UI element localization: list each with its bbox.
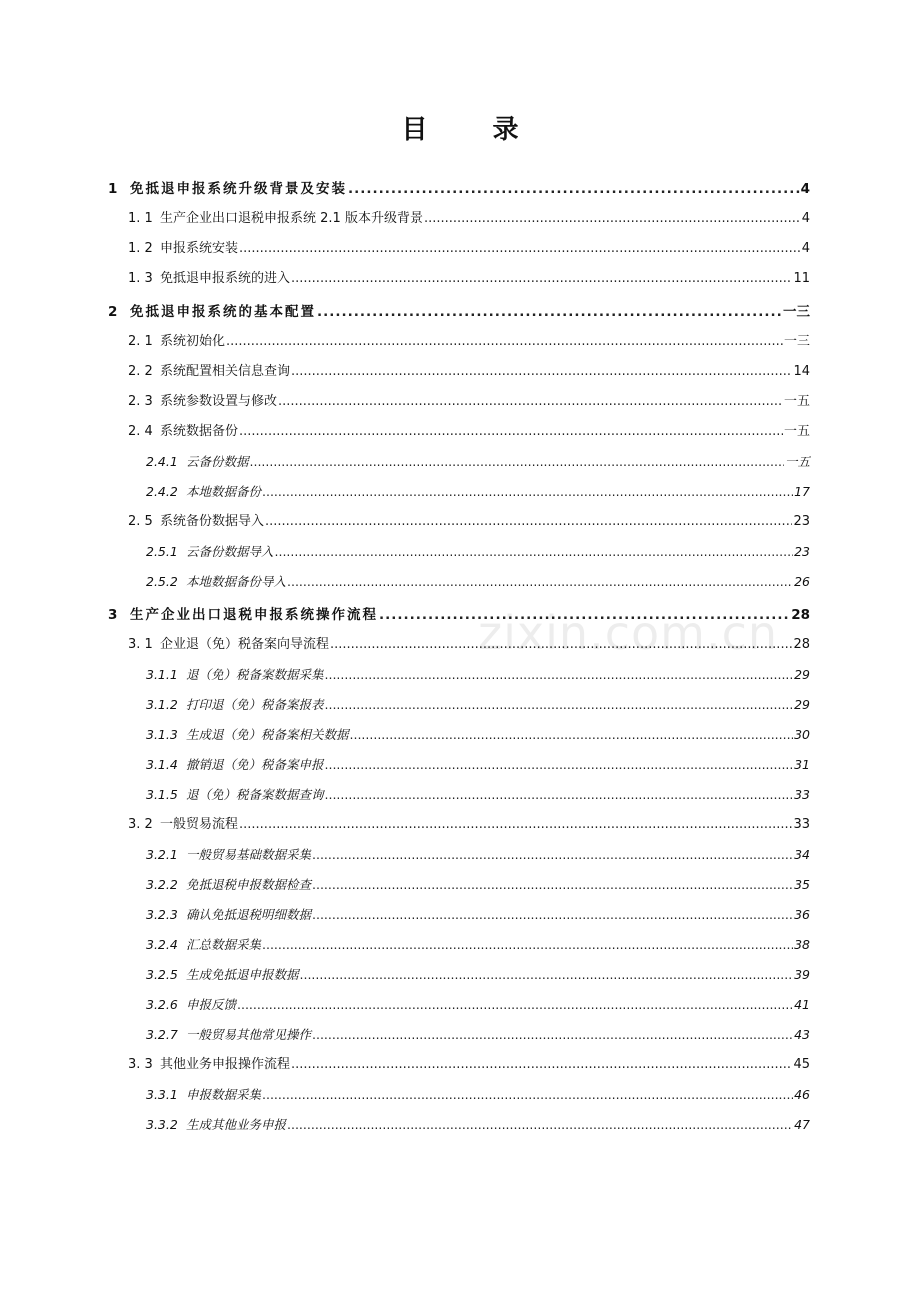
toc-entry-number: 2.4.2: [146, 484, 178, 499]
toc-entry-page-number: 29: [794, 667, 810, 682]
toc-entry-page-number: 35: [794, 877, 810, 892]
toc-entry-page-number: 39: [794, 967, 810, 982]
toc-dot-leader: [300, 965, 794, 985]
toc-entry-title: 生产企业出口退税申报系统操作流程: [130, 607, 378, 623]
toc-dot-leader: [239, 815, 792, 835]
toc-dot-leader: [325, 755, 794, 775]
toc-entry-number: 2. 4: [128, 424, 153, 439]
toc-entry-title: 生成免抵退申报数据: [186, 967, 299, 982]
toc-entry-title: 系统备份数据导入: [160, 514, 265, 529]
toc-entry-number: 3: [108, 607, 118, 623]
toc-dot-leader: [350, 725, 794, 745]
toc-entry-number: 3.1.5: [146, 787, 178, 802]
toc-entry-number: 1. 1: [128, 211, 153, 226]
toc-dot-leader: [278, 392, 783, 412]
toc-dot-leader: [265, 512, 792, 532]
toc-entry-title: 本地数据备份: [186, 484, 262, 499]
toc-dot-leader: [325, 695, 794, 715]
toc-entry-level-2[interactable]: [108, 229, 810, 259]
toc-entry-page-number: 47: [794, 1117, 810, 1132]
toc-entry-title: 退（免）税备案数据采集: [186, 667, 324, 682]
toc-entry-number: 3.2.2: [146, 877, 178, 892]
toc-dot-leader: [291, 269, 792, 289]
toc-entry-page-number: 33: [794, 787, 810, 802]
toc-entry-page-number: 41: [794, 997, 810, 1012]
toc-entry-title: 撤销退（免）税备案申报: [186, 757, 324, 772]
toc-entry-level-3[interactable]: [108, 985, 810, 1015]
toc-entry-number: 3.2.6: [146, 997, 178, 1012]
toc-dot-leader: [275, 542, 794, 562]
toc-entry-level-3[interactable]: [108, 655, 810, 685]
toc-dot-leader: [287, 572, 793, 592]
toc-entry-level-3[interactable]: [108, 1075, 810, 1105]
toc-dot-leader: [291, 362, 792, 382]
toc-dot-leader: [239, 239, 801, 259]
toc-title: 目 录: [401, 115, 547, 145]
toc-entry-number: 1: [108, 181, 118, 197]
toc-entry-number: 3.1.3: [146, 727, 178, 742]
toc-entry-title: 其他业务申报操作流程: [160, 1057, 291, 1072]
toc-entry-page-number: 4: [801, 241, 810, 256]
toc-dot-leader: [312, 875, 793, 895]
toc-entry-page-number: 34: [794, 847, 810, 862]
toc-dot-leader: [312, 845, 793, 865]
toc-dot-leader: [325, 665, 794, 685]
toc-entry-number: 2.5.1: [146, 544, 178, 559]
toc-entry-title: 生产企业出口退税申报系统 2.1 版本升级背景: [160, 211, 423, 226]
toc-entry-title: 云备份数据: [186, 454, 249, 469]
toc-dot-leader: [348, 179, 800, 199]
toc-entry-level-2[interactable]: [108, 322, 810, 352]
toc-entry-number: 3.2.5: [146, 967, 178, 982]
toc-entry-title: 申报反馈: [186, 997, 237, 1012]
toc-entry-number: 1. 2: [128, 241, 153, 256]
toc-entry-page-number: 30: [794, 727, 810, 742]
toc-entry-title: 免抵退申报系统的进入: [160, 271, 291, 286]
toc-entry-title: 申报系统安装: [160, 241, 239, 256]
toc-entry-number: 2: [108, 304, 118, 320]
toc-entry-number: 2. 3: [128, 394, 153, 409]
toc-entry-page-number: 一五: [783, 424, 810, 439]
toc-entry-level-3[interactable]: [108, 955, 810, 985]
toc-entry-title: 生成其他业务申报: [186, 1117, 287, 1132]
toc-entry-title: 一般贸易其他常见操作: [186, 1027, 312, 1042]
toc-entry-level-3[interactable]: [108, 775, 810, 805]
toc-entry-level-3[interactable]: [108, 562, 810, 592]
toc-entry-level-2[interactable]: [108, 382, 810, 412]
toc-entry-number: 3.3.2: [146, 1117, 178, 1132]
toc-entry-title: 系统初始化: [160, 334, 226, 349]
toc-entry-page-number: 14: [793, 364, 810, 379]
toc-entry-title: 打印退（免）税备案报表: [186, 697, 324, 712]
toc-dot-leader: [312, 905, 793, 925]
toc-entry-level-1[interactable]: [108, 172, 810, 199]
toc-entry-level-2[interactable]: [108, 1045, 810, 1075]
toc-entry-title: 一般贸易基础数据采集: [186, 847, 312, 862]
toc-entry-title: 系统数据备份: [160, 424, 239, 439]
toc-entry-page-number: 46: [794, 1087, 810, 1102]
toc-entry-number: 1. 3: [128, 271, 153, 286]
toc-entry-page-number: 36: [794, 907, 810, 922]
toc-entry-page-number: 31: [794, 757, 810, 772]
toc-entry-title: 免抵退税申报数据检查: [186, 877, 312, 892]
toc-entry-page-number: 28: [791, 607, 810, 623]
toc-entry-level-3[interactable]: [108, 715, 810, 745]
toc-entry-title: 确认免抵退税明细数据: [186, 907, 312, 922]
toc-entry-number: 2.5.2: [146, 574, 178, 589]
toc-entry-page-number: 一三: [783, 334, 810, 349]
toc-entry-page-number: 4: [800, 181, 810, 197]
toc-dot-leader: [424, 209, 801, 229]
toc-entry-number: 3.1.2: [146, 697, 178, 712]
toc-entry-title: 系统参数设置与修改: [160, 394, 278, 409]
toc-dot-leader: [237, 995, 793, 1015]
toc-entry-level-3[interactable]: [108, 895, 810, 925]
toc-entry-number: 3.2.4: [146, 937, 178, 952]
toc-entry-level-3[interactable]: [108, 685, 810, 715]
toc-entry-page-number: 17: [794, 484, 810, 499]
toc-entry-number: 2.4.1: [146, 454, 178, 469]
toc-entry-title: 系统配置相关信息查询: [160, 364, 291, 379]
toc-entry-level-1[interactable]: [108, 592, 810, 625]
toc-entry-title: 本地数据备份导入: [186, 574, 287, 589]
toc-entry-level-2[interactable]: [108, 625, 810, 655]
toc-entry-title: 汇总数据采集: [186, 937, 262, 952]
toc-entry-level-2[interactable]: [108, 805, 810, 835]
toc-entry-level-3[interactable]: [108, 1015, 810, 1045]
toc-entry-level-1[interactable]: [108, 289, 810, 322]
toc-dot-leader: [317, 302, 782, 322]
toc-dot-leader: [262, 1085, 793, 1105]
toc-entry-page-number: 4: [801, 211, 810, 226]
toc-dot-leader: [287, 1115, 793, 1135]
toc-entry-level-2[interactable]: [108, 502, 810, 532]
toc-entry-page-number: 33: [793, 817, 810, 832]
watermark: zixin.com.cn: [478, 606, 779, 660]
toc-entry-title: 生成退（免）税备案相关数据: [186, 727, 349, 742]
toc-entry-title: 企业退（免）税备案向导流程: [160, 637, 330, 652]
toc-entry-level-2[interactable]: [108, 259, 810, 289]
toc-entry-number: 2. 5: [128, 514, 153, 529]
toc-entry-number: 3.3.1: [146, 1087, 178, 1102]
toc-entry-number: 3. 2: [128, 817, 153, 832]
toc-entry-page-number: 23: [794, 544, 810, 559]
toc-entry-page-number: 28: [793, 637, 810, 652]
toc-entry-number: 3.2.1: [146, 847, 178, 862]
toc-entry-page-number: 38: [794, 937, 810, 952]
toc-entry-level-2[interactable]: [108, 199, 810, 229]
toc-entry-level-2[interactable]: [108, 412, 810, 442]
toc-dot-leader: [325, 785, 794, 805]
toc-entry-level-3[interactable]: [108, 1105, 810, 1135]
toc-entry-level-3[interactable]: [108, 532, 810, 562]
toc-entry-page-number: 一五: [783, 394, 810, 409]
toc-entry-title: 申报数据采集: [186, 1087, 262, 1102]
toc-entry-page-number: 一五: [784, 454, 810, 469]
toc-entry-page-number: 11: [793, 271, 810, 286]
toc-entry-level-3[interactable]: [108, 925, 810, 955]
toc-entry-title: 云备份数据导入: [186, 544, 274, 559]
toc-dot-leader: [262, 935, 793, 955]
toc-dot-leader: [250, 452, 784, 472]
toc-dot-leader: [379, 605, 790, 625]
toc-entry-title: 免抵退申报系统升级背景及安装: [130, 181, 347, 197]
toc-entry-level-3[interactable]: [108, 442, 810, 472]
toc-entry-level-2[interactable]: [108, 352, 810, 382]
table-of-contents: [108, 172, 810, 1135]
toc-dot-leader: [226, 332, 783, 352]
toc-entry-number: 3.1.1: [146, 667, 178, 682]
toc-entry-level-3[interactable]: [108, 865, 810, 895]
toc-entry-number: 2. 2: [128, 364, 153, 379]
toc-dot-leader: [291, 1055, 792, 1075]
toc-entry-page-number: 45: [793, 1057, 810, 1072]
toc-dot-leader: [312, 1025, 793, 1045]
toc-entry-level-3[interactable]: [108, 472, 810, 502]
toc-entry-page-number: 29: [794, 697, 810, 712]
toc-dot-leader: [239, 422, 783, 442]
toc-entry-level-3[interactable]: [108, 745, 810, 775]
toc-entry-number: 3. 3: [128, 1057, 153, 1072]
toc-dot-leader: [262, 482, 793, 502]
toc-entry-page-number: 43: [794, 1027, 810, 1042]
toc-entry-title: 免抵退申报系统的基本配置: [130, 304, 316, 320]
toc-entry-page-number: 26: [794, 574, 810, 589]
toc-entry-number: 3.2.3: [146, 907, 178, 922]
toc-entry-title: 退（免）税备案数据查询: [186, 787, 324, 802]
toc-entry-number: 3.1.4: [146, 757, 178, 772]
toc-entry-page-number: 一三: [783, 304, 810, 320]
toc-entry-page-number: 23: [793, 514, 810, 529]
toc-entry-title: 一般贸易流程: [160, 817, 239, 832]
toc-dot-leader: [330, 635, 792, 655]
toc-entry-number: 3. 1: [128, 637, 153, 652]
toc-entry-number: 2. 1: [128, 334, 153, 349]
toc-entry-number: 3.2.7: [146, 1027, 178, 1042]
toc-entry-level-3[interactable]: [108, 835, 810, 865]
